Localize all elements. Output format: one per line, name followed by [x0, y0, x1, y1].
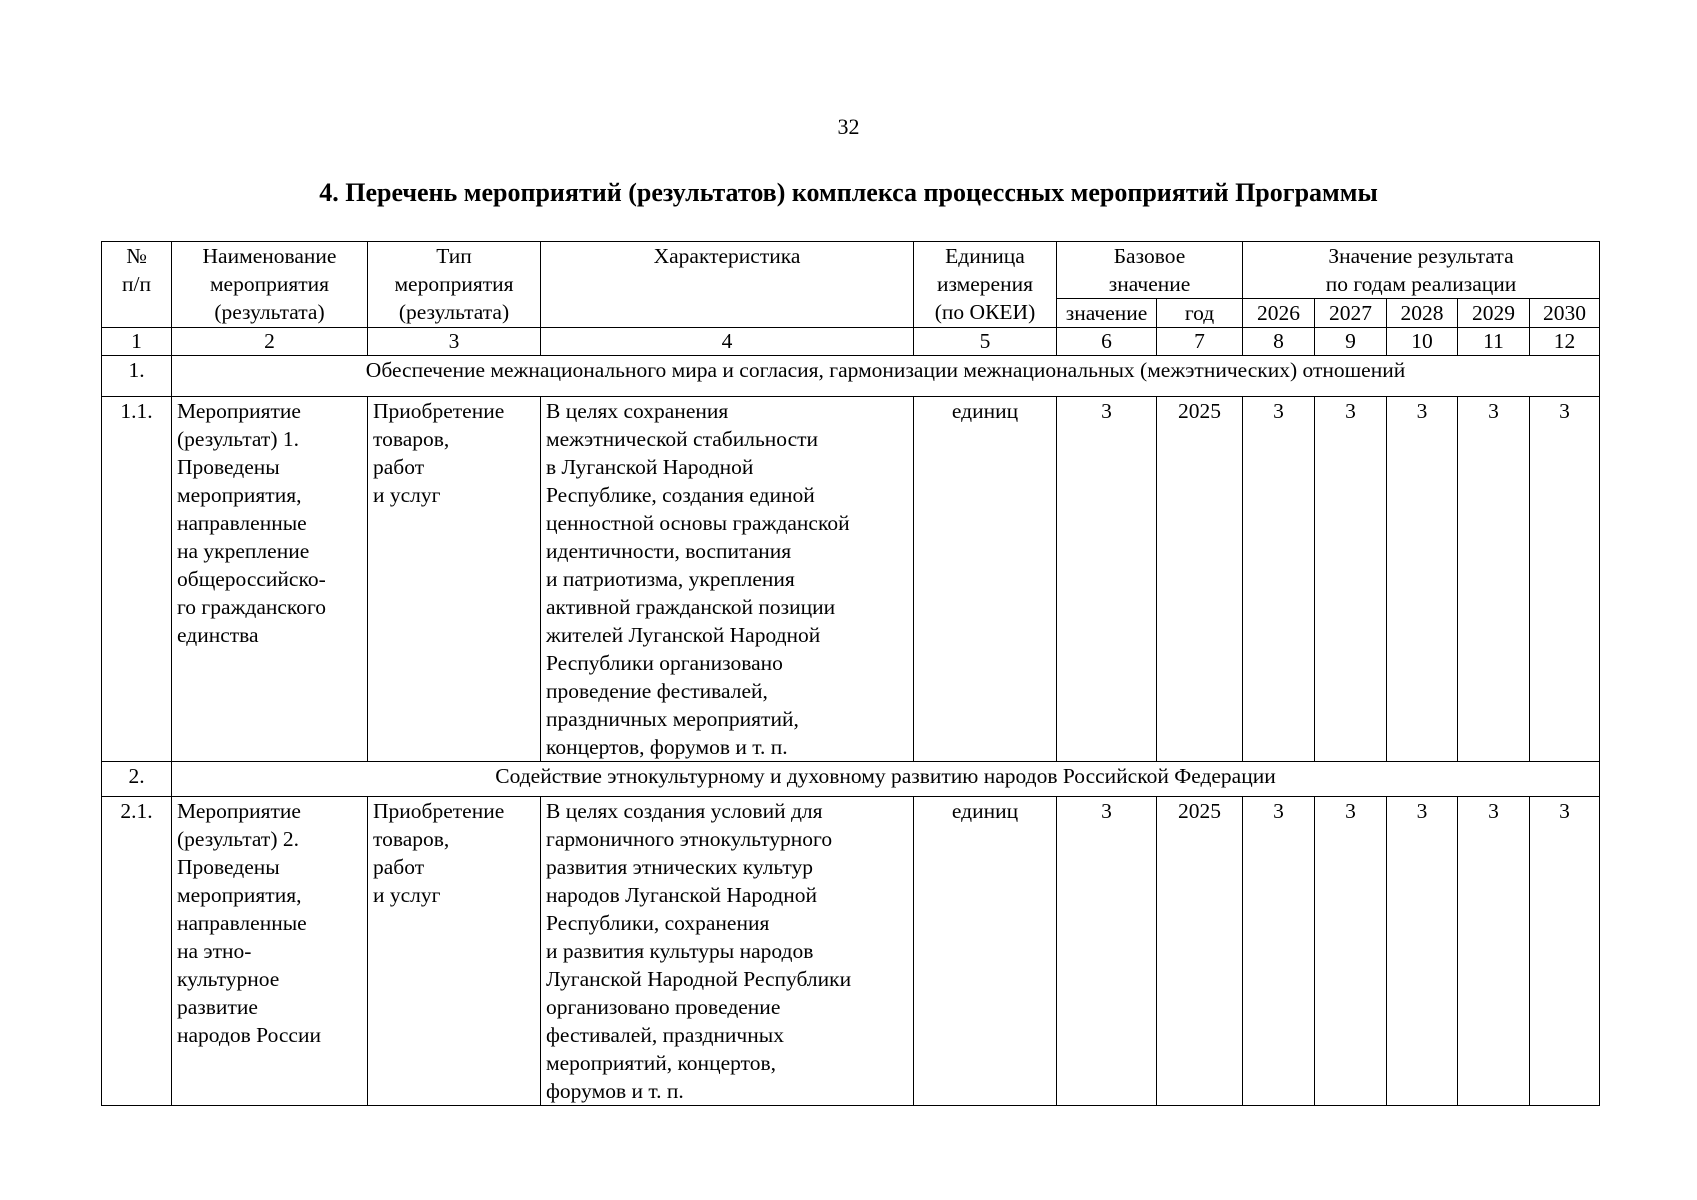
section-title: Содействие этнокультурному и духовному развитию народов Российской Федерации — [172, 762, 1600, 797]
item-year-value: 3 — [1387, 397, 1458, 762]
column-number: 5 — [914, 328, 1057, 356]
table-row — [102, 797, 1600, 1106]
header-base-year: год — [1157, 299, 1243, 328]
column-number: 3 — [368, 328, 541, 356]
column-number: 6 — [1057, 328, 1157, 356]
header-number: № п/п — [102, 242, 172, 328]
item-characteristic: В целях сохранения межэтнической стабильности в Луганской Народной Республике, создания единой ценностной основы гражданской идентичности, воспитания и патриотизма, укрепления активной гражданской позиции жителей Луганской Народной Республики организовано проведение фестивалей, праздничных мероприятий, концертов, форумов и т. п. — [541, 397, 914, 762]
item-unit: единиц — [914, 797, 1057, 1106]
section-row — [102, 762, 1600, 797]
item-type: Приобретение товаров, работ и услуг — [368, 797, 541, 1106]
item-year-value: 3 — [1315, 797, 1387, 1106]
column-number-row — [102, 328, 1600, 356]
item-year-value: 3 — [1243, 797, 1315, 1106]
column-number: 9 — [1315, 328, 1387, 356]
item-name: Мероприятие (результат) 2. Проведены мероприятия, направленные на этно- культурное развитие народов России — [172, 797, 368, 1106]
item-type: Приобретение товаров, работ и услуг — [368, 397, 541, 762]
page-title: 4. Перечень мероприятий (результатов) комплекса процессных мероприятий Программы — [319, 178, 1378, 207]
header-year: 2029 — [1458, 299, 1530, 328]
activities-table — [101, 241, 1600, 1106]
item-year-value: 3 — [1458, 797, 1530, 1106]
item-base-year: 2025 — [1157, 397, 1243, 762]
header-year: 2026 — [1243, 299, 1315, 328]
column-number: 11 — [1458, 328, 1530, 356]
header-unit: Единица измерения (по ОКЕИ) — [914, 242, 1057, 328]
item-year-value: 3 — [1387, 797, 1458, 1106]
item-unit: единиц — [914, 397, 1057, 762]
header-year: 2027 — [1315, 299, 1387, 328]
section-number: 1. — [102, 356, 172, 397]
item-year-value: 3 — [1243, 397, 1315, 762]
header-result-by-year: Значение результата по годам реализации — [1243, 242, 1600, 299]
item-number: 2.1. — [102, 797, 172, 1106]
column-number: 4 — [541, 328, 914, 356]
item-base-value: 3 — [1057, 397, 1157, 762]
item-year-value: 3 — [1315, 397, 1387, 762]
item-base-year: 2025 — [1157, 797, 1243, 1106]
header-base-value: значение — [1057, 299, 1157, 328]
item-base-value: 3 — [1057, 797, 1157, 1106]
section-row — [102, 356, 1600, 397]
column-number: 12 — [1530, 328, 1600, 356]
column-number: 1 — [102, 328, 172, 356]
header-year: 2028 — [1387, 299, 1458, 328]
column-number: 8 — [1243, 328, 1315, 356]
column-number: 10 — [1387, 328, 1458, 356]
item-characteristic: В целях создания условий для гармоничного этнокультурного развития этнических культур народов Луганской Народной Республики, сохранения и развития культуры народов Луганской Народной Республики организовано проведение фестивалей, праздничных мероприятий, концертов, форумов и т. п. — [541, 797, 914, 1106]
section-title: Обеспечение межнационального мира и согласия, гармонизации межнациональных (межэтнических) отношений — [172, 356, 1600, 397]
item-year-value: 3 — [1530, 397, 1600, 762]
section-number: 2. — [102, 762, 172, 797]
column-number: 7 — [1157, 328, 1243, 356]
header-name: Наименование мероприятия (результата) — [172, 242, 368, 328]
table-row — [102, 397, 1600, 762]
header-characteristic: Характеристика — [541, 242, 914, 328]
item-number: 1.1. — [102, 397, 172, 762]
header-year: 2030 — [1530, 299, 1600, 328]
item-name: Мероприятие (результат) 1. Проведены мероприятия, направленные на укрепление общероссийско- го гражданского единства — [172, 397, 368, 762]
page-number: 32 — [837, 114, 860, 139]
item-year-value: 3 — [1530, 797, 1600, 1106]
item-year-value: 3 — [1458, 397, 1530, 762]
column-number: 2 — [172, 328, 368, 356]
header-row-top — [102, 242, 1600, 299]
header-type: Тип мероприятия (результата) — [368, 242, 541, 328]
header-base: Базовое значение — [1057, 242, 1243, 299]
